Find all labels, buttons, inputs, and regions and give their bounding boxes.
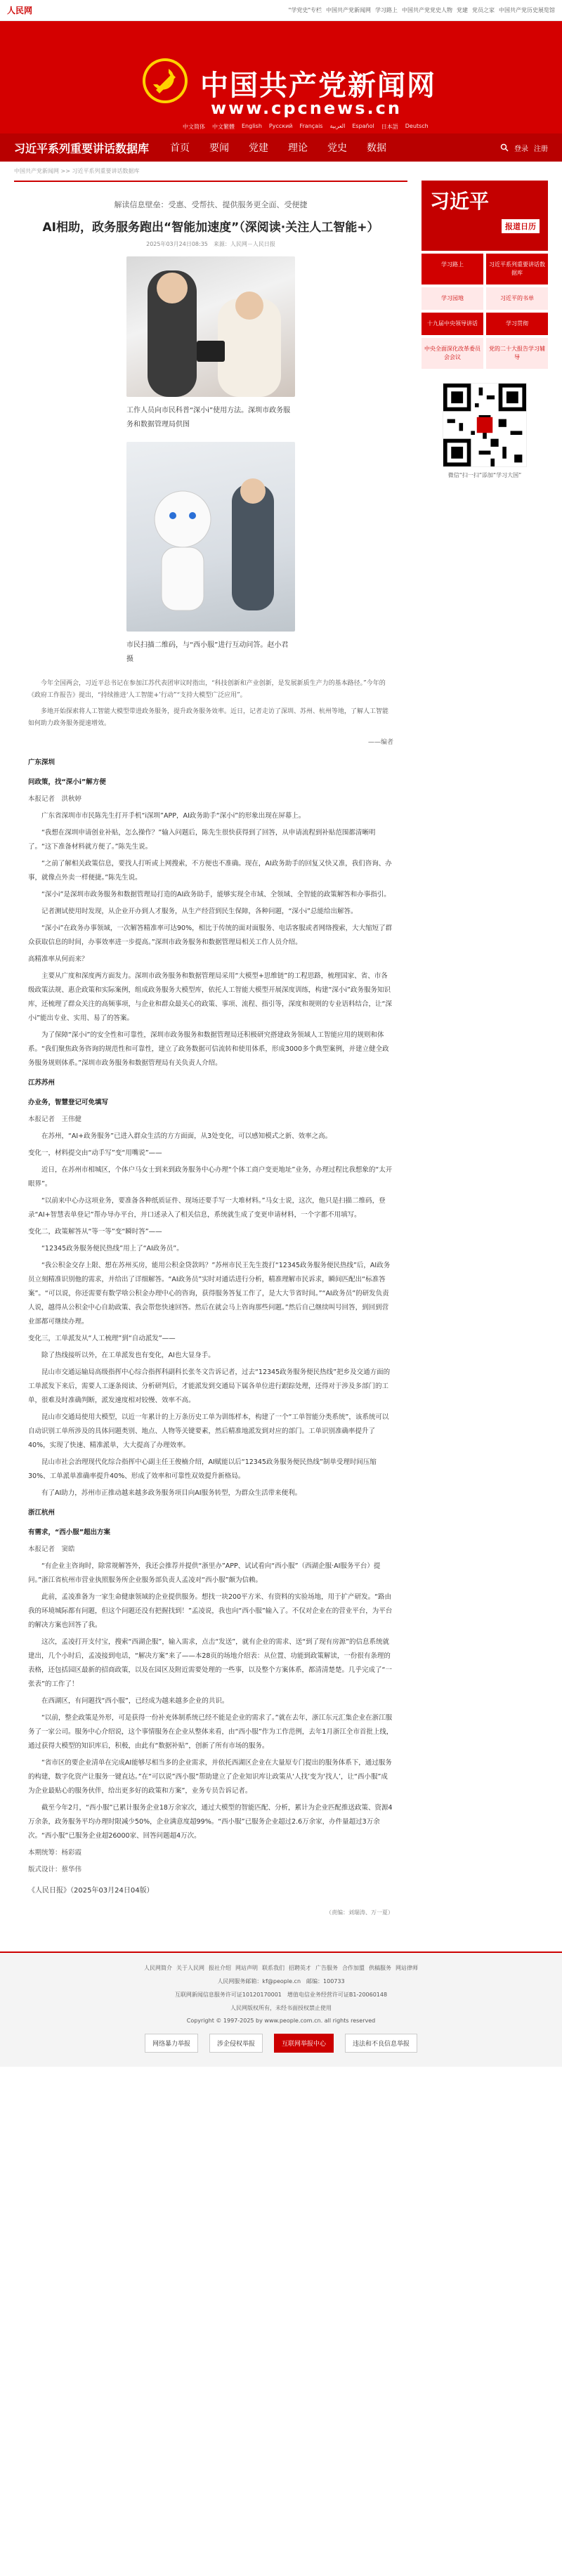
article-abstract <box>28 678 393 730</box>
article-paragraph: 此前，孟凌准备为一家生命健康领域的企业提供服务。想找一块200平方米、有资料的实验场地，用于扩产研发。“路由我的环境城际都有问题，但这个问题还没有把握找到！”孟凌说，我也向“西小服”输入了。不仅对企业在的营业平台，为平台的解决方案也回答了我。 <box>28 1593 393 1629</box>
sidebar-tile[interactable]: 学习路上 <box>422 254 483 285</box>
article-paragraph: “以前来中心办这项业务，要准备各种纸质证件、现场还要手写一大堆材料。”马女士说，这次，他只是扫描二维码，登录“AI+智慧表单登记”帮办导办平台，并口述录入了相关信息，系统就生成了变更申请材料，一个字都不用填写。 <box>28 1197 386 1219</box>
footer-link[interactable]: 关于人民网 <box>176 1965 204 1971</box>
sidebar-tiles <box>422 254 548 369</box>
nav-account <box>500 143 548 153</box>
nav-items <box>170 140 386 155</box>
article-byline: 本期统筹：杨彩霞 <box>28 1849 82 1857</box>
article-subheading: 问政策，找“深小i”解方便 <box>28 778 106 786</box>
footer-link[interactable]: 合作加盟 <box>342 1965 365 1971</box>
article-byline: 本报记者 窦皓 <box>28 1545 75 1553</box>
login-link[interactable]: 登录 <box>514 145 528 153</box>
language-link[interactable]: Español <box>352 123 374 129</box>
sidebar-tile[interactable]: 习近平的书单 <box>486 287 548 310</box>
content-wrap <box>0 181 562 1937</box>
sidebar-tile[interactable]: 学习贯彻 <box>486 313 548 335</box>
article-paragraph: 变化一，材料提交由“动手写”变“用嘴说”—— <box>28 1149 162 1157</box>
footer-link[interactable]: 招聘英才 <box>289 1965 311 1971</box>
sidebar-tile[interactable]: 学习园地 <box>422 287 483 310</box>
article-paragraph: 变化三，工单派发从“人工梳理”到“自动派发”—— <box>28 1335 176 1342</box>
site-title: 中国共产党新闻网 <box>200 70 436 102</box>
qr-code-icon <box>443 384 526 466</box>
nav-item-home[interactable]: 首页 <box>170 143 190 154</box>
footer-link[interactable]: 网站律师 <box>396 1965 418 1971</box>
language-link[interactable]: Русский <box>268 123 293 129</box>
language-link[interactable]: 中文简体 <box>183 124 205 130</box>
article-paragraph: “之前了解相关政策信息，要找人打听或上网搜索，不方便也不准确。现在，AI政务助手的回复又快又准，我们咨询、办事，就像点外卖一样便捷。”陈先生说。 <box>28 860 392 882</box>
article-paragraph: 高精准率从何而来？ <box>28 955 89 963</box>
footer-line: Copyright © 1997-2025 by www.people.com.cn. all rights reserved <box>186 2018 376 2024</box>
article-paragraph: 这次，孟凌打开支付宝，搜索“西湖企服”，输入需求，点击“发送”，就有企业的需求、送“到了现有房源”的信息系统就建出，几个小时后，孟凌接到电话，“解决方案”来了——本28页的场地介绍表：从位置、功能到政策解读，一份很有条理的表格，还包括园区最新的招商政策，以及在园区及附近需要处理的一些事，以及整个方案体系，都清清楚楚。几乎完成了“一张表”的工作了！ <box>28 1638 392 1688</box>
photo-robot-service <box>126 442 295 632</box>
article-paragraph: 广东省深圳市市民陈先生打开手机“i深圳”APP，AI政务助手“深小i”的形象出现在屏幕上。 <box>41 812 306 820</box>
editor-credit: （责编：刘瑞涛、万一夏） <box>326 1909 393 1916</box>
article-subheading: 办业务，智慧登记可免填写 <box>28 1099 109 1106</box>
main-nav <box>0 133 562 162</box>
qr-code <box>443 383 527 467</box>
top-link[interactable]: 中国共产党历史展览馆 <box>499 7 555 13</box>
article-paragraph: 截至今年2月，“西小服”已累计服务企业18万余家次，通过大模型的智能匹配、分析，累计为企业匹配推送政策、资源4万余条，政务服务平均办理时限减少50%，企业满意度超99%。“西小服”已服务企业超过2.6万余家，办件量超过3万余次。“西小服”已服务企业超26000家、回答问题超4万次。 <box>28 1804 393 1840</box>
footer-badge[interactable]: 网络暴力举报 <box>145 2034 198 2053</box>
article-paragraph: 变化二，政策解答从“等一等”变“瞬时答”—— <box>28 1228 162 1236</box>
caption-2: 市民扫描二维码，与“西小服”进行互动问答。赵小君摄 <box>126 641 289 663</box>
site-banner <box>0 21 562 133</box>
footer-line: 人民网服务邮箱：kf@people.cn 邮编：100733 <box>217 1978 345 1985</box>
article-subheading: 江苏苏州 <box>28 1079 55 1087</box>
site-url[interactable]: www.cpcnews.cn <box>211 98 402 118</box>
caption-1: 工作人员向市民科普“深小i”使用方法。深圳市政务服务和数据管理局供图 <box>126 407 291 429</box>
top-link[interactable]: 中国共产党党史人物 <box>402 7 452 13</box>
language-link[interactable]: 日本語 <box>381 124 398 130</box>
footer-link[interactable]: 网站声明 <box>235 1965 258 1971</box>
footer-line: 人民网版权所有，未经书面授权禁止使用 <box>230 2005 332 2011</box>
article-paragraph: 为了保障“深小i”的安全性和可靠性，深圳市政务服务和数据管理局还积极研究搭建政务领域人工智能应用的规则和体系。“我们聚焦政务咨询的规范性和可靠性，建立了政务数据可信流转和使用体系，形成3000多个典型案例，并建立健全政务服务规则体系。”深圳市政务服务和数据管理局有关负责人介绍。 <box>28 1031 389 1067</box>
footer-link[interactable]: 广告服务 <box>315 1965 338 1971</box>
article-paragraph: 昆山市交通局使用大模型，以近一年累计的上万条历史工单为训练样本，构建了一个“工单智能分类系统”，该系统可以自动识别工单所涉及的具体问题类别、地点、人物等关键要素，然后精准地派发到对应的部门。工单识别准确率提升了40%，实现了快速、精准派单，大大提高了办理效率。 <box>28 1413 389 1449</box>
sidebar-hero-banner[interactable] <box>422 181 548 251</box>
language-link[interactable]: Français <box>299 123 323 129</box>
language-link[interactable]: العربية <box>329 123 346 129</box>
qr-caption: 微信“扫一扫”添加“学习大国” <box>447 472 522 478</box>
nav-item-party[interactable]: 党建 <box>249 143 269 154</box>
article-paragraph: “以前，整企政策是外形，可是获得一份补充体制系统已经不能是企业的需求了。”就在去年，浙江东元汇集企业在浙江服务了一家公司。服务中心介绍说，这个事情服务在企业从整体来看，由“西小服”作为工作范例，去年1月浙江全市首批上线，通过获得大模型的知识库后，积极，由此有“数据补贴”，创新了所有市场的服务。 <box>28 1714 393 1750</box>
sidebar-hero-tag: 报道日历 <box>502 219 540 233</box>
article <box>14 181 407 1937</box>
section-title[interactable]: 习近平系列重要讲话数据库 <box>14 141 150 155</box>
article-paragraph: 记者测试使用时发现，从企业开办到人才服务，从生产经营到民生保障，各种问题，“深小i”总能给出解答。 <box>41 908 358 915</box>
top-links <box>289 6 555 14</box>
footer-link[interactable]: 联系我们 <box>262 1965 285 1971</box>
article-paragraph: 近日，在苏州市相城区，个体户马女士到来到政务服务中心办理“个体工商户变更地址”业务，办理过程比我想象的“太开眼界”。 <box>28 1166 393 1188</box>
sidebar-tile[interactable]: 党的二十大报告学习辅导 <box>486 338 548 369</box>
article-paragraph: “省市区的要企业清单在完成AI能够尽相当多的企业需求，并依托西湖区企业在大量原专门提出的服务体系下，通过服务的构建，数字化资产让服务一键直达。”在“可以说”西小服”帮助建立了企业知识库让政策从‘人找’变为‘找人’，让“西小服”成为企业最贴心的服务伙伴，给出更多好的政策和方案”，业务专员告诉记者。 <box>28 1759 392 1795</box>
article-body <box>28 756 393 1877</box>
footer-link[interactable]: 供稿服务 <box>369 1965 391 1971</box>
top-link[interactable]: 党建 <box>457 7 468 13</box>
sidebar-tile[interactable]: 十九届中央领导讲话 <box>422 313 483 335</box>
footer <box>0 1951 562 2067</box>
article-paragraph: 昆山市社会治理现代化综合指挥中心副主任王俊楠介绍，AI赋能以后“12345政务服务便民热线”制单受理时间压缩30%、工单派单准确率提升40%、形成了效率和可靠性双效提升新格局。 <box>28 1458 377 1480</box>
article-paragraph: “有企业主咨询时，除常规解答外，我还会推荐并提供“浙里办”APP、试试看向“西小服”（西湖企服·AI服务平台）提问。”浙江省杭州市营业执照服务所企业服务部负责人孟凌对“西小服”颇为信赖。 <box>28 1562 381 1584</box>
language-link[interactable]: 中文繁體 <box>212 124 235 130</box>
party-emblem-icon <box>140 56 190 105</box>
article-paragraph: 昆山市交通运输局高级指挥中心综合指挥科副科长张冬文告诉记者，过去“12345政务服务便民热线”把乡及交通方面的工单派发下来后，需要人工逐条阅读、分析研判后，才能派发到交通局下属各单位进行跟踪处理，还得对于涉及多部门的工单，很难及时准确判断，派发速度相对较慢、效率不高。 <box>28 1368 391 1404</box>
article-paragraph: “深小i”在政务办事领域，一次解答精准率可达90%，相比于传统的面对面服务、电话客服或者网络搜索，大大缩短了群众获取信息的时间，办事效率进一步提高。”深圳市政务服务和数据管理局相关工作人员介绍。 <box>28 924 393 946</box>
photo-staff-demo <box>126 256 295 397</box>
sidebar-tile[interactable]: 习近平系列重要讲话数据库 <box>486 254 548 285</box>
publication-info: 《人民日报》（2025年03月24日04版） <box>28 1887 154 1895</box>
sidebar <box>422 181 548 1937</box>
figure-1 <box>126 256 295 667</box>
top-link[interactable]: "学党史"专栏 <box>288 7 322 13</box>
footer-links <box>14 1964 548 1972</box>
article-subheading: 有需求，“西小服”超出方案 <box>28 1529 110 1536</box>
footer-badge[interactable]: 违法和不良信息举报 <box>345 2034 417 2053</box>
top-link[interactable]: 学习路上 <box>375 7 398 13</box>
top-link[interactable]: 中国共产党新闻网 <box>326 7 371 13</box>
article-meta: 2025年03月24日08:35 来源：人民网－人民日报 <box>146 241 275 247</box>
breadcrumb[interactable]: 中国共产党新闻网 >> 习近平系列重要讲话数据库 <box>14 168 140 174</box>
article-byline: 本报记者 王伟健 <box>28 1116 82 1123</box>
search-icon[interactable] <box>500 143 509 152</box>
article-paragraph: “深小i”是深圳市政务服务和数据管理局打造的AI政务助手，能够实现全市域、全领域、全智能的政策解答和办事指引。 <box>41 891 391 898</box>
article-paragraph: 除了热线接听以外，在工单派发也有变化，AI也大显身手。 <box>41 1352 215 1359</box>
language-links <box>183 123 429 131</box>
footer-badge[interactable]: 涉企侵权举报 <box>209 2034 263 2053</box>
article-paragraph: 主要从广度和深度两方面发力。深圳市政务服务和数据管理局采用“大模型+思维链”的工程思路，梳理国家、省、市各级政策法规、惠企政策和实际案例，组成政务服务大模型库，依托人工智能大模型开展深度训练，构建“深小i”政务服务知识库，还梳理了群众关注的高频事项，与企业和群众最关心的政策、事项、流程、指引等，深度和规则的专业语料结合，让“深小i”能出专业、实用、易了的答案。 <box>28 972 392 1022</box>
abstract-paragraph: 今年全国两会，习近平总书记在参加江苏代表团审议时指出，“科技创新和产业创新，是发展新质生产力的基本路径。”今年的《政府工作报告》提出，“持续推进‘人工智能+’行动”“支持大模型广泛应用”。 <box>28 680 386 699</box>
article-paragraph: “12345政务服务便民热线”用上了“AI政务员”。 <box>41 1245 183 1253</box>
article-paragraph: 在西湖区，有问题找“西小服”，已经成为越来越多企业的共识。 <box>41 1697 229 1705</box>
nav-item-news[interactable]: 要闻 <box>209 143 230 154</box>
photo-illustration <box>126 256 295 397</box>
language-link[interactable]: Deutsch <box>405 123 429 129</box>
sidebar-hero-title: 习近平 <box>430 190 490 213</box>
article-byline: 本报记者 洪秋婷 <box>28 795 82 803</box>
article-pretitle: 解读信息壁垒：受惠、受帮扶、提供服务更全面、受便捷 <box>114 200 308 209</box>
article-byline: 版式设计：蔡华伟 <box>28 1866 82 1874</box>
language-link[interactable]: English <box>242 123 262 129</box>
footer-badge[interactable]: 互联网举报中心 <box>274 2034 334 2053</box>
footer-line: 互联网新闻信息服务许可证10120170001 增值电信业务经营许可证B1-20060148 <box>174 1992 388 1998</box>
article-paragraph: “我想在深圳申请创业补贴，怎么操作？”输入问题后，陈先生很快获得到了回答，从申请流程到补贴范围都清晰明了。“这下准备材料就方便了。”陈先生说。 <box>28 829 376 851</box>
article-headline: AI相助，政务服务跑出“智能加速度”（深阅读·关注人工智能+） <box>42 221 379 235</box>
sidebar-tile[interactable]: 中央全面深化改革委员会会议 <box>422 338 483 369</box>
article-subheading: 广东深圳 <box>28 759 55 766</box>
people-logo[interactable]: 人民网 <box>7 6 33 15</box>
footer-link[interactable]: 报社介绍 <box>209 1965 231 1971</box>
article-paragraph: “我公积金交存上限、想在苏州买房，能用公积金贷款吗？”苏州市民王先生拨打“12345政务服务便民热线”后，AI政务员立刻精准识别他的需求，并给出了详细解答。“AI政务员”实时对通话进行分析，精准理解市民诉求，瞬间匹配出“标准答案”。“可以说，你还需要有数学啥公积金办理中心的咨询，获得服务答复工作了，是大大节省时间。”“AI政务员”的研发负责人说，越得从公积金中心自助政策、我会帮您快速回答。然后在就会马上咨询那些问题。”然后自己继续叫号回答，到回到营业部都可继续办理。 <box>28 1262 391 1326</box>
register-link[interactable]: 注册 <box>534 145 548 153</box>
nav-item-history[interactable]: 党史 <box>327 143 348 154</box>
article-paragraph: 有了AI助力，苏州市正推动越来越多政务服务项目向AI服务转型，为群众生活带来便利。 <box>41 1489 302 1497</box>
abstract-author: ——编者 <box>367 739 393 746</box>
photo-illustration <box>126 442 295 632</box>
article-paragraph: 在苏州，“AI+政务服务”已进入群众生活的方方面面，从3处变化，可以感知模式之新、效率之高。 <box>41 1132 332 1140</box>
nav-item-data[interactable]: 数据 <box>367 143 387 154</box>
footer-link[interactable]: 人民网简介 <box>144 1965 172 1971</box>
top-link[interactable]: 党员之家 <box>472 7 495 13</box>
abstract-paragraph: 多地开始探索将人工智能大模型带进政务服务，提升政务服务效率。近日，记者走访了深圳、苏州、杭州等地，了解人工智能如何助力政务服务提速增效。 <box>28 708 389 727</box>
top-bar <box>0 0 562 21</box>
nav-item-theory[interactable]: 理论 <box>288 143 308 154</box>
article-subheading: 浙江杭州 <box>28 1509 55 1517</box>
footer-badges <box>14 2034 548 2053</box>
